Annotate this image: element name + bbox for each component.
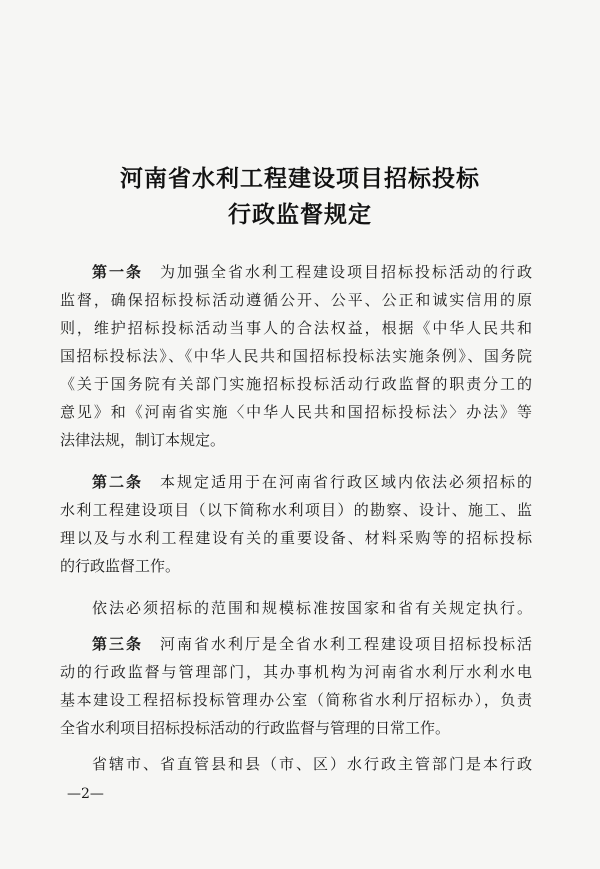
continuation-paragraph: 省辖市、省直管县和县（市、区）水行政主管部门是本行政 [92,755,532,773]
article-2-line-3: 理以及与水利工程建设有关的重要设备、材料采购等的招标投标 [60,529,532,547]
article-1-line-7: 法律法规，制订本规定。 [60,431,226,449]
article-label: 第一条 [92,263,143,281]
title-line-2: 行政监督规定 [228,202,372,228]
article-1-line-2: 监督，确保招标投标活动遵循公开、公平、公正和诚实信用的原 [60,291,532,309]
title-line-1: 河南省水利工程建设项目招标投标 [120,166,480,192]
article-3-line-4: 全省水利项目招标投标活动的行政监督与管理的日常工作。 [60,719,451,737]
article-3-line-1: 第三条 河南省水利厅是全省水利工程建设项目招标投标活 [92,635,532,653]
article-2-line-2: 水利工程建设项目（以下简称水利项目）的勘察、设计、施工、监 [60,501,532,519]
article-1-line-1: 第一条 为加强全省水利工程建设项目招标投标活动的行政 [92,263,532,281]
article-1-line-4: 国招标投标法》、《中华人民共和国招标投标法实施条例》、国务院 [60,347,532,365]
article-2-line-1: 第二条 本规定适用于在河南省行政区域内依法必须招标的 [92,473,532,491]
article-3-line-3: 基本建设工程招标投标管理办公室（简称省水利厅招标办），负责 [60,691,532,709]
article-1-line-6: 意见》和《河南省实施〈中华人民共和国招标投标法〉办法》等 [60,403,532,421]
scope-paragraph: 依法必须招标的范围和规模标准按国家和省有关规定执行。 [92,599,532,617]
article-1-line-5: 《关于国务院有关部门实施招标投标活动行政监督的职责分工的 [60,375,532,393]
article-1-line-3: 则，维护招标投标活动当事人的合法权益，根据《中华人民共和 [60,319,532,337]
article-2-line-4: 的行政监督工作。 [60,557,181,575]
article-label: 第二条 [92,473,143,491]
page-number: —2— [67,786,104,802]
article-3-line-2: 动的行政监督与管理部门，其办事机构为河南省水利厅水利水电 [60,663,532,681]
article-label: 第三条 [92,635,143,653]
